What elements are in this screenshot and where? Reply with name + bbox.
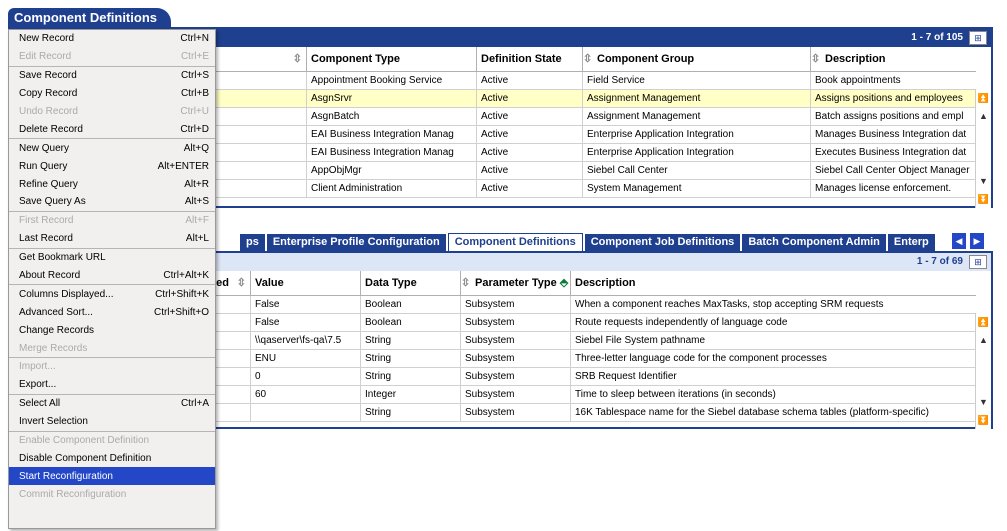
- menu-item-label: Disable Component Definition: [19, 452, 152, 464]
- menu-item-shortcut: Ctrl+Alt+K: [163, 270, 209, 282]
- tab-prev-icon[interactable]: ◀: [952, 233, 966, 249]
- scroll-first-icon[interactable]: ⏫: [977, 93, 990, 103]
- view-tab[interactable]: Component Definitions: [448, 233, 583, 251]
- data-type-cell[interactable]: String: [361, 331, 461, 349]
- bottom-vertical-scrollbar[interactable]: [975, 313, 991, 429]
- menu-item: [9, 212, 215, 230]
- description-cell[interactable]: Route requests independently of language code: [571, 313, 976, 331]
- menu-item[interactable]: [9, 395, 215, 413]
- menu-item-shortcut: Alt+R: [184, 178, 209, 190]
- component-group-cell[interactable]: Assignment Management: [583, 107, 811, 125]
- definition-state-cell[interactable]: Active: [477, 107, 583, 125]
- data-type-cell[interactable]: String: [361, 349, 461, 367]
- column-header-parameter-type[interactable]: ⇳ Parameter Type ⬘: [461, 271, 571, 295]
- view-tab[interactable]: Enterp: [888, 234, 935, 251]
- menu-item: [9, 485, 215, 503]
- sort-icon[interactable]: ⇳: [811, 53, 821, 66]
- menu-item[interactable]: [9, 376, 215, 394]
- top-vertical-scrollbar[interactable]: [975, 89, 991, 208]
- menu-item[interactable]: [9, 449, 215, 467]
- menu-item: [9, 103, 215, 121]
- column-header-component-type[interactable]: Component Type: [307, 47, 477, 71]
- record-counter: 1 - 7 of 69: [916, 256, 963, 267]
- menu-item-shortcut: Ctrl+D: [180, 123, 209, 135]
- applet-menu-button[interactable]: ⊞: [969, 255, 987, 269]
- value-cell[interactable]: 60: [251, 385, 361, 403]
- sort-icon[interactable]: ⇳: [461, 277, 471, 290]
- component-type-cell[interactable]: EAI Business Integration Manag: [307, 125, 477, 143]
- component-type-cell[interactable]: AsgnBatch: [307, 107, 477, 125]
- menu-item-shortcut: Ctrl+Shift+K: [155, 288, 209, 300]
- definition-state-cell[interactable]: Active: [477, 125, 583, 143]
- column-header-description[interactable]: ⇳ Description: [811, 47, 976, 71]
- data-type-cell[interactable]: Integer: [361, 385, 461, 403]
- value-cell[interactable]: 0: [251, 367, 361, 385]
- menu-item-label: Save Record: [19, 70, 77, 82]
- menu-item[interactable]: [9, 139, 215, 157]
- menu-item-label: Select All: [19, 398, 61, 410]
- menu-item-label: Commit Reconfiguration: [19, 488, 127, 500]
- tab-next-icon[interactable]: ▶: [970, 233, 984, 249]
- record-counter: 1 - 7 of 105: [911, 32, 963, 43]
- data-type-cell[interactable]: String: [361, 403, 461, 421]
- definition-state-cell[interactable]: Active: [477, 89, 583, 107]
- menu-item-shortcut: Alt+S: [184, 196, 209, 208]
- menu-item[interactable]: [9, 175, 215, 193]
- description-cell[interactable]: SRB Request Identifier: [571, 367, 976, 385]
- sort-icon[interactable]: ⇳: [236, 277, 246, 290]
- menu-item-label: Change Records: [19, 324, 95, 336]
- component-type-cell[interactable]: AsgnSrvr: [307, 89, 477, 107]
- parameter-type-cell[interactable]: Subsystem: [461, 403, 571, 421]
- menu-item[interactable]: [9, 85, 215, 103]
- description-cell[interactable]: Assigns positions and employees: [811, 89, 976, 107]
- menu-item[interactable]: [9, 321, 215, 339]
- menu-item-label: Delete Record: [19, 123, 83, 135]
- menu-item-label: New Record: [19, 33, 75, 45]
- menu-item-label: Export...: [19, 379, 57, 391]
- component-type-cell[interactable]: Client Administration: [307, 179, 477, 197]
- parameter-type-cell[interactable]: Subsystem: [461, 349, 571, 367]
- view-tab[interactable]: ps: [240, 234, 265, 251]
- component-group-cell[interactable]: Enterprise Application Integration: [583, 125, 811, 143]
- parameter-type-cell[interactable]: Subsystem: [461, 313, 571, 331]
- scroll-up-icon[interactable]: ▲: [979, 111, 988, 121]
- menu-item-label: About Record: [19, 270, 81, 282]
- definition-state-cell[interactable]: Active: [477, 71, 583, 89]
- description-cell[interactable]: 16K Tablespace name for the Siebel database schema tables (platform-specific): [571, 403, 976, 421]
- value-cell[interactable]: [251, 403, 361, 421]
- view-tab[interactable]: Batch Component Admin: [742, 234, 886, 251]
- value-cell[interactable]: False: [251, 313, 361, 331]
- menu-item[interactable]: [9, 67, 215, 85]
- menu-item-shortcut: Alt+Q: [183, 142, 209, 154]
- scroll-last-icon[interactable]: ⏬: [977, 194, 990, 204]
- scroll-last-icon[interactable]: ⏬: [977, 415, 990, 425]
- value-cell[interactable]: \\qaserver\fs-qa\7.5: [251, 331, 361, 349]
- menu-item[interactable]: [9, 467, 215, 485]
- menu-item-label: Get Bookmark URL: [19, 252, 106, 264]
- description-cell[interactable]: Siebel File System pathname: [571, 331, 976, 349]
- menu-item[interactable]: [9, 120, 215, 138]
- component-group-cell[interactable]: Field Service: [583, 71, 811, 89]
- menu-item-label: Invert Selection: [19, 416, 88, 428]
- definition-state-cell[interactable]: Active: [477, 143, 583, 161]
- menu-item-label: Undo Record: [19, 106, 78, 117]
- menu-item-shortcut: Ctrl+U: [180, 106, 209, 117]
- menu-item-shortcut: Ctrl+Shift+O: [153, 306, 209, 318]
- parameter-type-cell[interactable]: Subsystem: [461, 385, 571, 403]
- menu-item-label: First Record: [19, 215, 74, 227]
- menu-item-label: Import...: [19, 361, 56, 373]
- parameter-type-cell[interactable]: Subsystem: [461, 367, 571, 385]
- description-cell[interactable]: When a component reaches MaxTasks, stop accepting SRM requests: [571, 295, 976, 313]
- sort-icon[interactable]: ⇳: [292, 53, 302, 66]
- view-tab[interactable]: Component Job Definitions: [585, 234, 741, 251]
- description-cell[interactable]: Manages license enforcement.: [811, 179, 976, 197]
- data-type-cell[interactable]: String: [361, 367, 461, 385]
- column-header-overridable[interactable]: ed ⇳: [11, 271, 251, 295]
- component-type-cell[interactable]: AppObjMgr: [307, 161, 477, 179]
- data-type-cell[interactable]: Boolean: [361, 313, 461, 331]
- description-cell[interactable]: Book appointments: [811, 71, 976, 89]
- menu-item[interactable]: [9, 303, 215, 321]
- menu-item-label: Run Query: [19, 160, 68, 172]
- component-group-cell[interactable]: System Management: [583, 179, 811, 197]
- sort-ascending-icon[interactable]: ⬘: [559, 277, 569, 290]
- scroll-down-icon[interactable]: ▼: [979, 176, 988, 186]
- menu-item[interactable]: [9, 267, 215, 285]
- component-group-cell[interactable]: Assignment Management: [583, 89, 811, 107]
- description-cell[interactable]: Batch assigns positions and empl: [811, 107, 976, 125]
- value-cell[interactable]: ENU: [251, 349, 361, 367]
- menu-item[interactable]: [9, 193, 215, 211]
- menu-item-shortcut: Ctrl+N: [180, 33, 209, 45]
- menu-item: [9, 339, 215, 357]
- definition-state-cell[interactable]: Active: [477, 161, 583, 179]
- parameter-type-cell[interactable]: Subsystem: [461, 295, 571, 313]
- menu-item-label: Copy Record: [19, 88, 78, 100]
- scroll-up-icon[interactable]: ▲: [979, 335, 988, 345]
- column-header-component-group[interactable]: ⇳ Component Group: [583, 47, 811, 71]
- menu-item: [9, 48, 215, 66]
- sort-icon[interactable]: ⇳: [583, 53, 593, 66]
- menu-item-shortcut: Alt+L: [185, 233, 209, 245]
- menu-item-label: Advanced Sort...: [19, 306, 93, 318]
- view-tab[interactable]: Enterprise Profile Configuration: [267, 234, 446, 251]
- menu-item: [9, 358, 215, 376]
- description-cell[interactable]: Siebel Call Center Object Manager: [811, 161, 976, 179]
- menu-item-label: Start Reconfiguration: [19, 470, 113, 482]
- menu-item[interactable]: [9, 30, 215, 48]
- component-group-cell[interactable]: Siebel Call Center: [583, 161, 811, 179]
- column-header-definition-state[interactable]: Definition State: [477, 47, 583, 71]
- view-tabs: [240, 233, 987, 251]
- menu-item-shortcut: Ctrl+A: [180, 398, 209, 410]
- applet-title-tab[interactable]: Component Definitions: [8, 8, 171, 27]
- menu-item[interactable]: [9, 285, 215, 303]
- scroll-down-icon[interactable]: ▼: [979, 397, 988, 407]
- menu-item[interactable]: [9, 157, 215, 175]
- description-cell[interactable]: Executes Business Integration dat: [811, 143, 976, 161]
- component-type-cell[interactable]: Appointment Booking Service: [307, 71, 477, 89]
- definition-state-cell[interactable]: Active: [477, 179, 583, 197]
- menu-item-label: Last Record: [19, 233, 73, 245]
- menu-item-label: Refine Query: [19, 178, 78, 190]
- column-header-value[interactable]: Value: [251, 271, 361, 295]
- menu-item-label: New Query: [19, 142, 70, 154]
- description-cell[interactable]: Manages Business Integration dat: [811, 125, 976, 143]
- applet-context-menu: [8, 29, 216, 529]
- menu-item-label: Edit Record: [19, 51, 72, 63]
- menu-item-shortcut: Alt+ENTER: [157, 160, 209, 172]
- menu-item-shortcut: Alt+F: [185, 215, 209, 227]
- menu-item-shortcut: Ctrl+E: [180, 51, 209, 63]
- parameter-type-cell[interactable]: Subsystem: [461, 331, 571, 349]
- description-cell[interactable]: Three-letter language code for the component processes: [571, 349, 976, 367]
- column-header-data-type[interactable]: Data Type: [361, 271, 461, 295]
- menu-item[interactable]: [9, 413, 215, 431]
- menu-item-shortcut: Ctrl+S: [180, 70, 209, 82]
- scroll-first-icon[interactable]: ⏫: [977, 317, 990, 327]
- menu-item-label: Enable Component Definition: [19, 435, 150, 447]
- value-cell[interactable]: False: [251, 295, 361, 313]
- data-type-cell[interactable]: Boolean: [361, 295, 461, 313]
- description-cell[interactable]: Time to sleep between iterations (in seconds): [571, 385, 976, 403]
- menu-item-label: Merge Records: [19, 342, 88, 354]
- column-header-description[interactable]: Description: [571, 271, 976, 295]
- menu-item-shortcut: Ctrl+B: [180, 88, 209, 100]
- menu-item[interactable]: [9, 249, 215, 267]
- menu-item-label: Save Query As: [19, 196, 86, 208]
- menu-item: [9, 432, 215, 450]
- menu-item-label: Columns Displayed...: [19, 288, 114, 300]
- component-type-cell[interactable]: EAI Business Integration Manag: [307, 143, 477, 161]
- component-group-cell[interactable]: Enterprise Application Integration: [583, 143, 811, 161]
- menu-item[interactable]: [9, 230, 215, 248]
- applet-menu-button[interactable]: ⊞: [969, 31, 987, 45]
